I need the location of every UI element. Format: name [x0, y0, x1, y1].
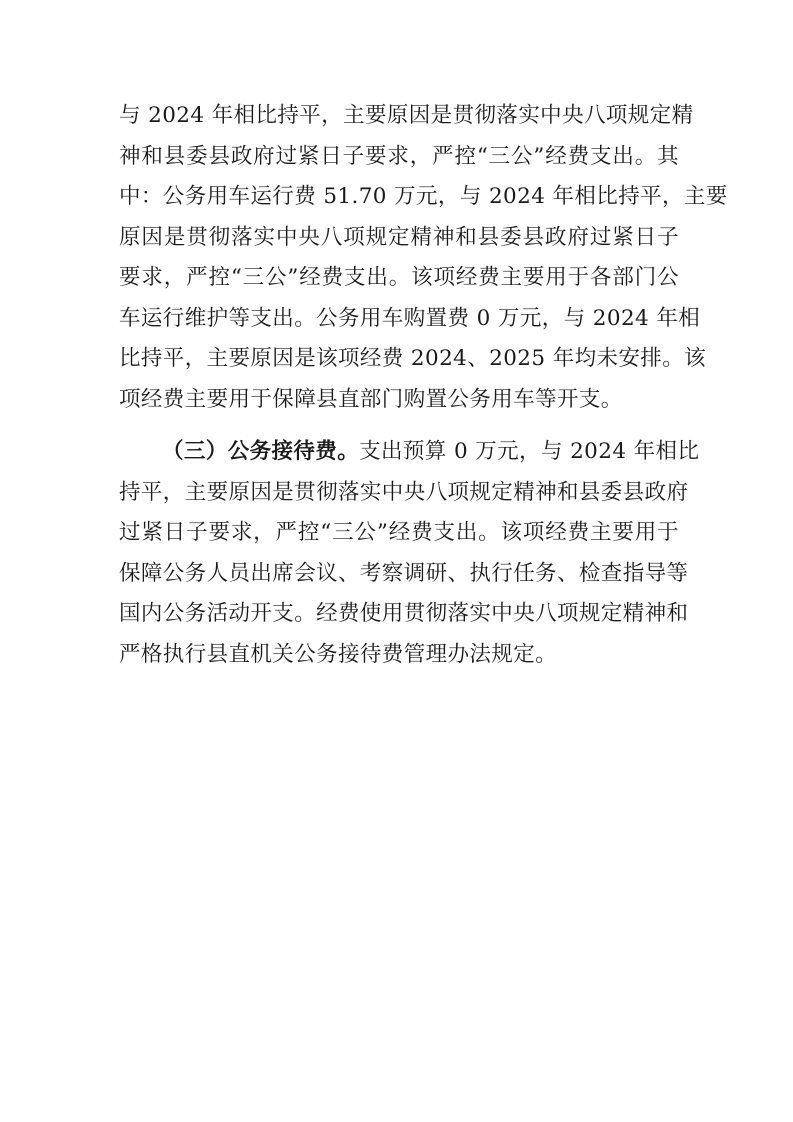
- text-line: 原因是贯彻落实中央八项规定精神和县委县政府过紧日子: [119, 224, 679, 250]
- text-line: 要求，严控“三公”经费支出。该项经费主要用于各部门公: [119, 265, 679, 290]
- text-line: 与 2024 年相比持平，主要原因是贯彻落实中央八项规定精: [119, 103, 694, 128]
- text-line: 车运行维护等支出。公务用车购置费 0 万元，与 2024 年相: [119, 305, 701, 331]
- text-line: 神和县委县政府过紧日子要求，严控“三公”经费支出。其: [119, 143, 679, 169]
- text-line: 中：公务用车运行费 51.70 万元，与 2024 年相比持平，主要: [119, 184, 728, 209]
- text-line: 比持平，主要原因是该项经费 2024、2025 年均未安排。该: [119, 346, 707, 371]
- text-line: 持平，主要原因是贯彻落实中央八项规定精神和县委县政府: [119, 479, 689, 505]
- text-segment: 支出预算 0 万元，与 2024 年相比: [359, 439, 700, 464]
- paragraph-vehicle-expenses: [119, 96, 728, 420]
- text-line: 过紧日子要求，严控“三公”经费支出。该项经费主要用于: [119, 520, 679, 545]
- text-line: 保障公务人员出席会议、考察调研、执行任务、检查指导等: [119, 560, 689, 586]
- paragraph-reception-expenses: [119, 432, 700, 675]
- text-line-first: [119, 432, 700, 473]
- section-heading: （三）公务接待费。: [162, 439, 360, 464]
- text-line: 国内公务活动开支。经费使用贯彻落实中央八项规定精神和: [119, 601, 689, 626]
- text-line: 项经费主要用于保障县直部门购置公务用车等开支。: [119, 386, 623, 412]
- document-body: [119, 96, 728, 675]
- text-line: 严格执行县直机关公务接待费管理办法规定。: [119, 641, 558, 667]
